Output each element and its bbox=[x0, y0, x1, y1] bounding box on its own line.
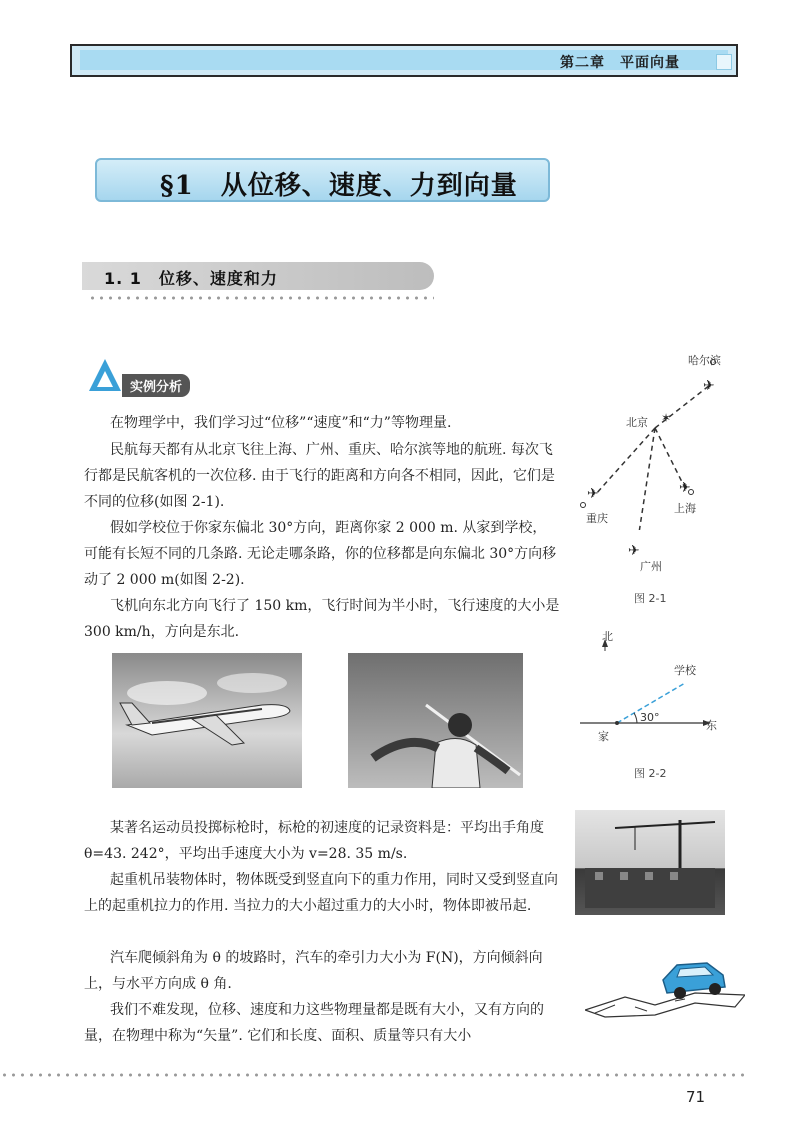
fig2-label-school: 学校 bbox=[674, 664, 696, 677]
chongqing-dot bbox=[581, 503, 586, 508]
fig2-label-east: 东 bbox=[706, 719, 717, 732]
airplane-icon-chongqing: ✈ bbox=[587, 486, 599, 502]
fig2-label-angle: 30° bbox=[640, 711, 660, 724]
paragraph-flights: 民航每天都有从北京飞往上海、广州、重庆、哈尔滨等地的航班. 每次飞行都是民航客机的一次位移. 由于飞行的距离和方向各不相同，因此，它们是不同的位移(如图 2-1). bbox=[84, 442, 555, 510]
paragraph-intro: 在物理学中，我们学习过“位移”“速度”和“力”等物理量. bbox=[110, 415, 452, 431]
svg-text:✈: ✈ bbox=[628, 543, 640, 559]
paragraph-airplane-speed: 飞机向东北方向飞行了 150 km，飞行时间为半小时，飞行速度的大小是 300 km/h，方向是东北. bbox=[84, 598, 560, 640]
chapter-corner-square bbox=[716, 54, 732, 70]
airplane-icon-harbin: ✈ bbox=[703, 378, 715, 394]
example-analysis-label: 实例分析 bbox=[122, 374, 190, 397]
fig1-label-shanghai: 上海 bbox=[674, 502, 696, 515]
airplane-icon-guangzhou bbox=[626, 540, 646, 560]
airplane-photo bbox=[112, 653, 302, 788]
crane-photo bbox=[575, 810, 725, 915]
subsection-dot-divider bbox=[88, 296, 434, 300]
section-title: §1 从位移、速度、力到向量 bbox=[160, 171, 518, 201]
fig1-star-icon: ✶ bbox=[661, 411, 672, 425]
footer-dot-divider bbox=[0, 1073, 745, 1077]
fig1-label-beijing: 北京 bbox=[626, 416, 648, 429]
figure-2-2-caption: 图 2-2 bbox=[634, 767, 667, 780]
car-on-slope-illustration bbox=[585, 955, 745, 1025]
paragraph-javelin: 某著名运动员投掷标枪时，标枪的初速度的记录资料是：平均出手角度 θ=43. 242°，平均出手速度大小为 v=28. 35 m/s. bbox=[84, 820, 544, 862]
fig1-label-chongqing: 重庆 bbox=[586, 512, 608, 525]
fig1-label-harbin: 哈尔滨 bbox=[688, 354, 721, 367]
figure-2-1-caption: 图 2-1 bbox=[634, 592, 667, 605]
paragraph-crane: 起重机吊装物体时，物体既受到竖直向下的重力作用，同时又受到竖直向上的起重机拉力的作用. 当拉力的大小超过重力的大小时，物体即被吊起. bbox=[84, 872, 558, 914]
fig2-label-home: 家 bbox=[598, 730, 609, 743]
chapter-title: 第二章 平面向量 bbox=[560, 55, 680, 71]
paragraph-car-slope: 汽车爬倾斜角为 θ 的坡路时，汽车的牵引力大小为 F(N)，方向倾斜向上，与水平方向成 θ 角. bbox=[84, 950, 543, 992]
paragraph-school: 假如学校位于你家东偏北 30°方向，距离你家 2 000 m. 从家到学校，可能有长短不同的几条路. 无论走哪条路，你的位移都是向东偏北 30°方向移动了 2 000 m(如图 2-2). bbox=[84, 520, 557, 588]
paragraph-vector-summary: 我们不难发现，位移、速度和力这些物理量都是既有大小，又有方向的量，在物理中称为“矢量”. 它们和长度、面积、质量等只有大小 bbox=[84, 1002, 544, 1044]
chapter-header-bar bbox=[70, 44, 738, 77]
airplane-icon-shanghai: ✈ bbox=[679, 480, 691, 496]
fig2-label-north: 北 bbox=[602, 630, 613, 643]
javelin-athlete-photo bbox=[348, 653, 523, 788]
subsection-title: 1. 1 位移、速度和力 bbox=[104, 269, 278, 288]
page-number: 71 bbox=[686, 1088, 706, 1106]
flight-routes-diagram bbox=[575, 350, 765, 530]
fig1-label-guangzhou: 广州 bbox=[640, 560, 662, 573]
